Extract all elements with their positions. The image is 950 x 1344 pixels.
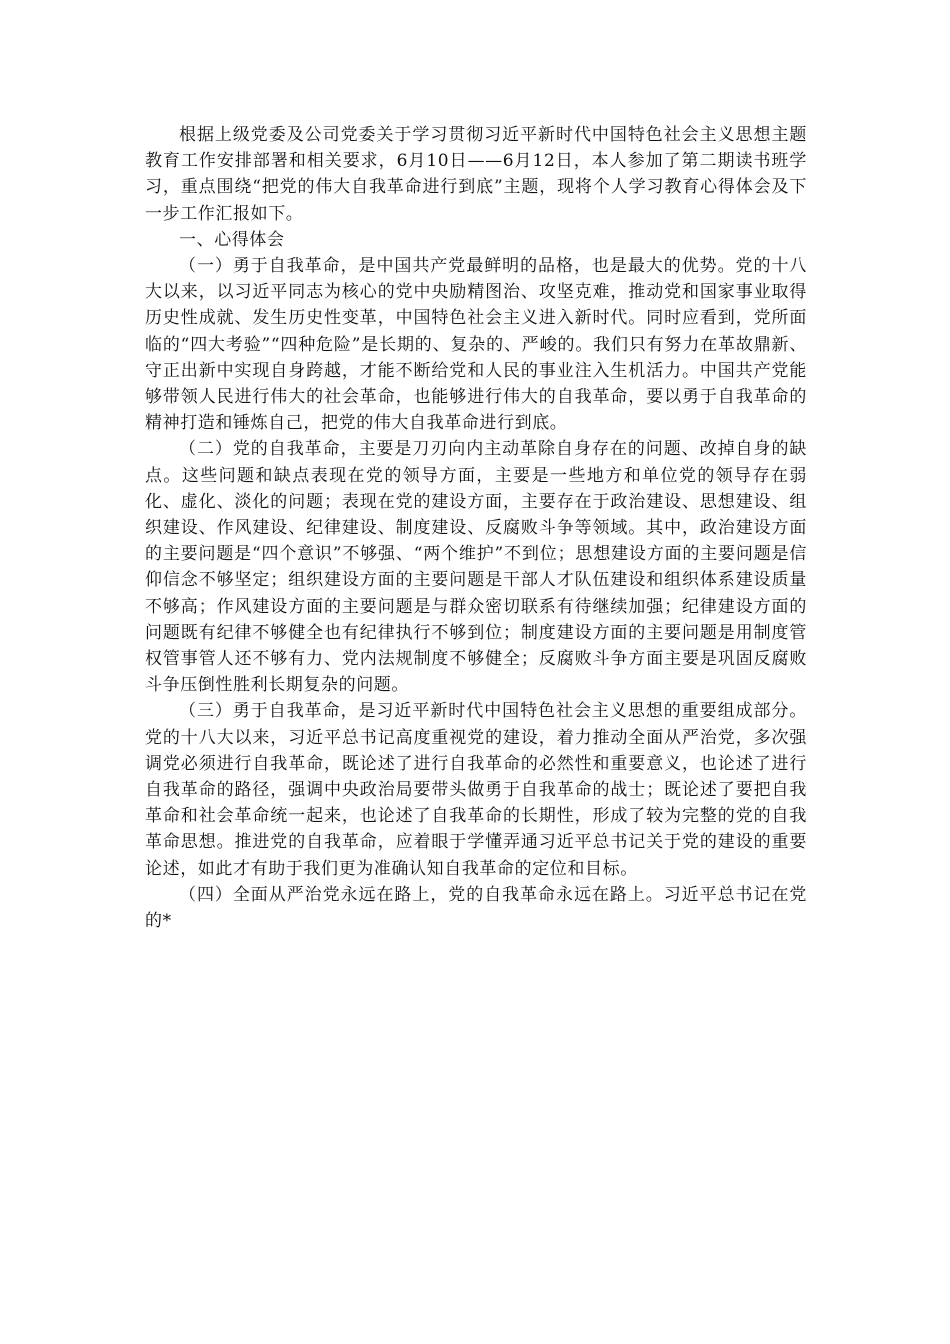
paragraph-2: （二）党的自我革命，主要是刀刃向内主动革除自身存在的问题、改掉自身的缺点。这些问题和缺点表现在党的领导方面，主要是一些地方和单位党的领导存在弱化、虚化、淡化的问题；表现在党的建设方面，主要存在于政治建设、思想建设、组织建设、作风建设、纪律建设、制度建设、反腐败斗争等领域。其中，政治建设方面的主要问题是“四个意识”不够强、“两个维护”不到位；思想建设方面的主要问题是信仰信念不够坚定；组织建设方面的主要问题是干部人才队伍建设和组织体系建设质量不够高；作风建设方面的主要问题是与群众密切联系有待继续加强；纪律建设方面的问题既有纪律不够健全也有纪律执行不够到位；制度建设方面的主要问题是用制度管权管事管人还不够有力、党内法规制度不够健全；反腐败斗争方面主要是巩固反腐败斗争压倒性胜利长期复杂的问题。 [145, 439, 807, 696]
section-heading: 一、心得体会 [179, 229, 285, 250]
paragraph-1: （一）勇于自我革命，是中国共产党最鲜明的品格，也是最大的优势。党的十八大以来，以习近平同志为核心的党中央励精图治、攻坚克难，推动党和国家事业取得历史性成就、发生历史性变革，中国特色社会主义进入新时代。同时应看到，党所面临的“四大考验”“四种危险”是长期的、复杂的、严峻的。我们只有努力在革故鼎新、守正出新中实现自身跨越，才能不断给党和人民的事业注入生机活力。中国共产党能够带领人民进行伟大的社会革命，也能够进行伟大的自我革命，要以勇于自我革命的精神打造和锤炼自己，把党的伟大自我革命进行到底。 [145, 256, 807, 434]
paragraph-4: （四）全面从严治党永远在路上，党的自我革命永远在路上。习近平总书记在党的* [145, 884, 807, 932]
intro-paragraph: 根据上级党委及公司党委关于学习贯彻习近平新时代中国特色社会主义思想主题教育工作安排部署和相关要求，6月10日——6月12日，本人参加了第二期读书班学习，重点围绕“把党的伟大自我革命进行到底”主题，现将个人学习教育心得体会及下一步工作汇报如下。 [145, 125, 807, 224]
paragraph-3: （三）勇于自我革命，是习近平新时代中国特色社会主义思想的重要组成部分。党的十八大以来，习近平总书记高度重视党的建设，着力推动全面从严治党，多次强调党必须进行自我革命，既论述了进行自我革命的必然性和重要意义，也论述了进行自我革命的路径，强调中央政治局要带头做勇于自我革命的战士；既论述了要把自我革命和社会革命统一起来，也论述了自我革命的长期性，形成了较为完整的党的自我革命思想。推进党的自我革命，应着眼于学懂弄通习近平总书记关于党的建设的重要论述，如此才有助于我们更为准确认知自我革命的定位和目标。 [145, 701, 807, 879]
document-body [145, 122, 807, 934]
